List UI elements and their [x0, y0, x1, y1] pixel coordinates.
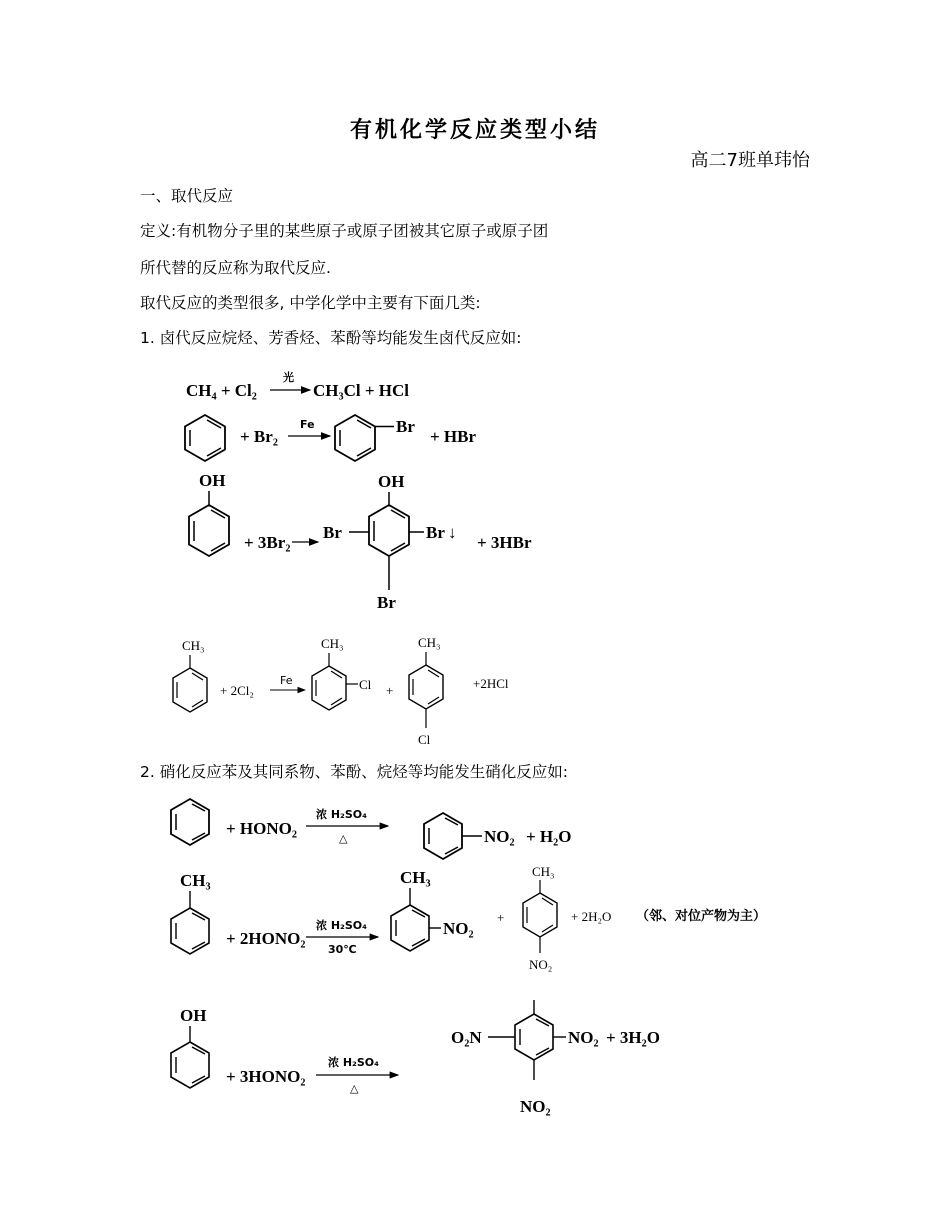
r5-no2: NO₂	[484, 827, 515, 846]
r4-ch3: CH₃	[182, 638, 205, 653]
types-intro: 取代反应的类型很多, 中学化学中主要有下面几类:	[140, 294, 481, 312]
r3-br-left: Br	[323, 523, 342, 542]
author-line: 高二7班单玮怡	[690, 150, 810, 171]
reaction-4	[173, 635, 509, 747]
r3-reagent: + 3Br₂	[244, 533, 291, 552]
item-2-nitration: 2. 硝化反应苯及其同系物、苯酚、烷烃等均能发生硝化反应如:	[140, 763, 568, 781]
r1-products: CH₃Cl + HCl	[313, 381, 410, 400]
r7-no2-bottom: NO₂	[520, 1097, 551, 1116]
r6-plus: +	[497, 910, 505, 925]
r3-br-bottom: Br	[377, 593, 396, 612]
r2-benzene-ring	[185, 415, 225, 461]
r3-br-right: Br	[426, 523, 445, 542]
reaction-7	[171, 1000, 660, 1116]
r6-ch3-para: CH₃	[532, 864, 555, 879]
r5-nitrobenzene-ring	[424, 813, 482, 859]
r6-ortho-ring	[391, 888, 441, 951]
r4-condition: Fe	[280, 674, 293, 687]
r5-byproduct: + H₂O	[526, 827, 572, 846]
item-1-halogenation: 1. 卤代反应烷烃、芳香烃、苯酚等均能发生卤代反应如:	[140, 329, 522, 347]
r6-note: （邻、对位产物为主）	[636, 909, 767, 924]
r7-byproduct: + 3H₂O	[606, 1028, 660, 1047]
r4-cl-para: Cl	[418, 732, 431, 747]
reaction-2	[185, 415, 476, 461]
r2-byproduct: + HBr	[430, 427, 477, 446]
r6-para-ring	[523, 880, 557, 953]
r7-oh: OH	[180, 1006, 207, 1025]
r4-ch3-para: CH₃	[418, 635, 441, 650]
r7-reagent: + 3HONO₂	[226, 1067, 306, 1086]
reaction-6	[171, 864, 766, 972]
r3-oh: OH	[199, 471, 226, 490]
r7-condition-bottom: △	[350, 1082, 359, 1095]
r1-reactants: CH₄ + Cl₂	[186, 381, 257, 400]
r2-condition: Fe	[300, 418, 315, 431]
r4-cl-ortho: Cl	[359, 677, 372, 692]
r4-plus: +	[386, 683, 394, 698]
r6-toluene-ring	[171, 891, 209, 954]
r6-ch3: CH₃	[180, 871, 211, 890]
r2-product-ring	[335, 415, 394, 461]
r7-o2n-left: O₂N	[451, 1028, 482, 1047]
r3-precipitate: ↓	[448, 523, 457, 542]
r4-ortho-ring	[312, 653, 358, 710]
r5-condition-top: 浓 H₂SO₄	[316, 808, 367, 821]
r7-picric-ring	[488, 1000, 566, 1080]
r3-phenol-ring	[189, 491, 229, 556]
r4-ch3-ortho: CH₃	[321, 636, 344, 651]
r6-ch3-ortho: CH₃	[400, 868, 431, 887]
r6-condition-bottom: 30℃	[328, 943, 357, 956]
r7-condition-top: 浓 H₂SO₄	[328, 1056, 379, 1069]
r6-no2-ortho: NO₂	[443, 919, 474, 938]
r6-reagent: + 2HONO₂	[226, 929, 306, 948]
definition-line-2: 所代替的反应称为取代反应.	[140, 259, 331, 277]
r1-condition: 光	[283, 371, 294, 384]
r5-condition-bottom: △	[339, 832, 348, 845]
r7-phenol-ring	[171, 1026, 209, 1088]
r6-no2-para: NO₂	[529, 957, 553, 972]
reaction-5	[171, 799, 571, 859]
reaction-1	[186, 370, 409, 400]
r4-para-ring	[409, 652, 443, 728]
r2-product-substituent: Br	[396, 417, 415, 436]
r2-reagent: + Br₂	[240, 427, 278, 446]
r4-toluene-ring	[173, 655, 207, 712]
r6-byproduct: + 2H₂O	[571, 909, 612, 924]
r3-oh-product: OH	[378, 472, 405, 491]
r4-reagent: + 2Cl₂	[220, 683, 254, 698]
r7-no2-right: NO₂	[568, 1028, 599, 1047]
definition-line-1: 定义:有机物分子里的某些原子或原子团被其它原子或原子团	[140, 222, 549, 240]
reaction-3	[189, 471, 532, 612]
r4-byproduct: +2HCl	[473, 676, 509, 691]
section-heading: 一、取代反应	[140, 187, 234, 205]
r3-product-ring	[349, 492, 424, 590]
r3-byproduct: + 3HBr	[477, 533, 532, 552]
document-title: 有机化学反应类型小结	[349, 117, 600, 143]
r5-benzene-ring	[171, 799, 209, 845]
r6-condition-top: 浓 H₂SO₄	[316, 919, 367, 932]
r5-reagent: + HONO₂	[226, 819, 297, 838]
